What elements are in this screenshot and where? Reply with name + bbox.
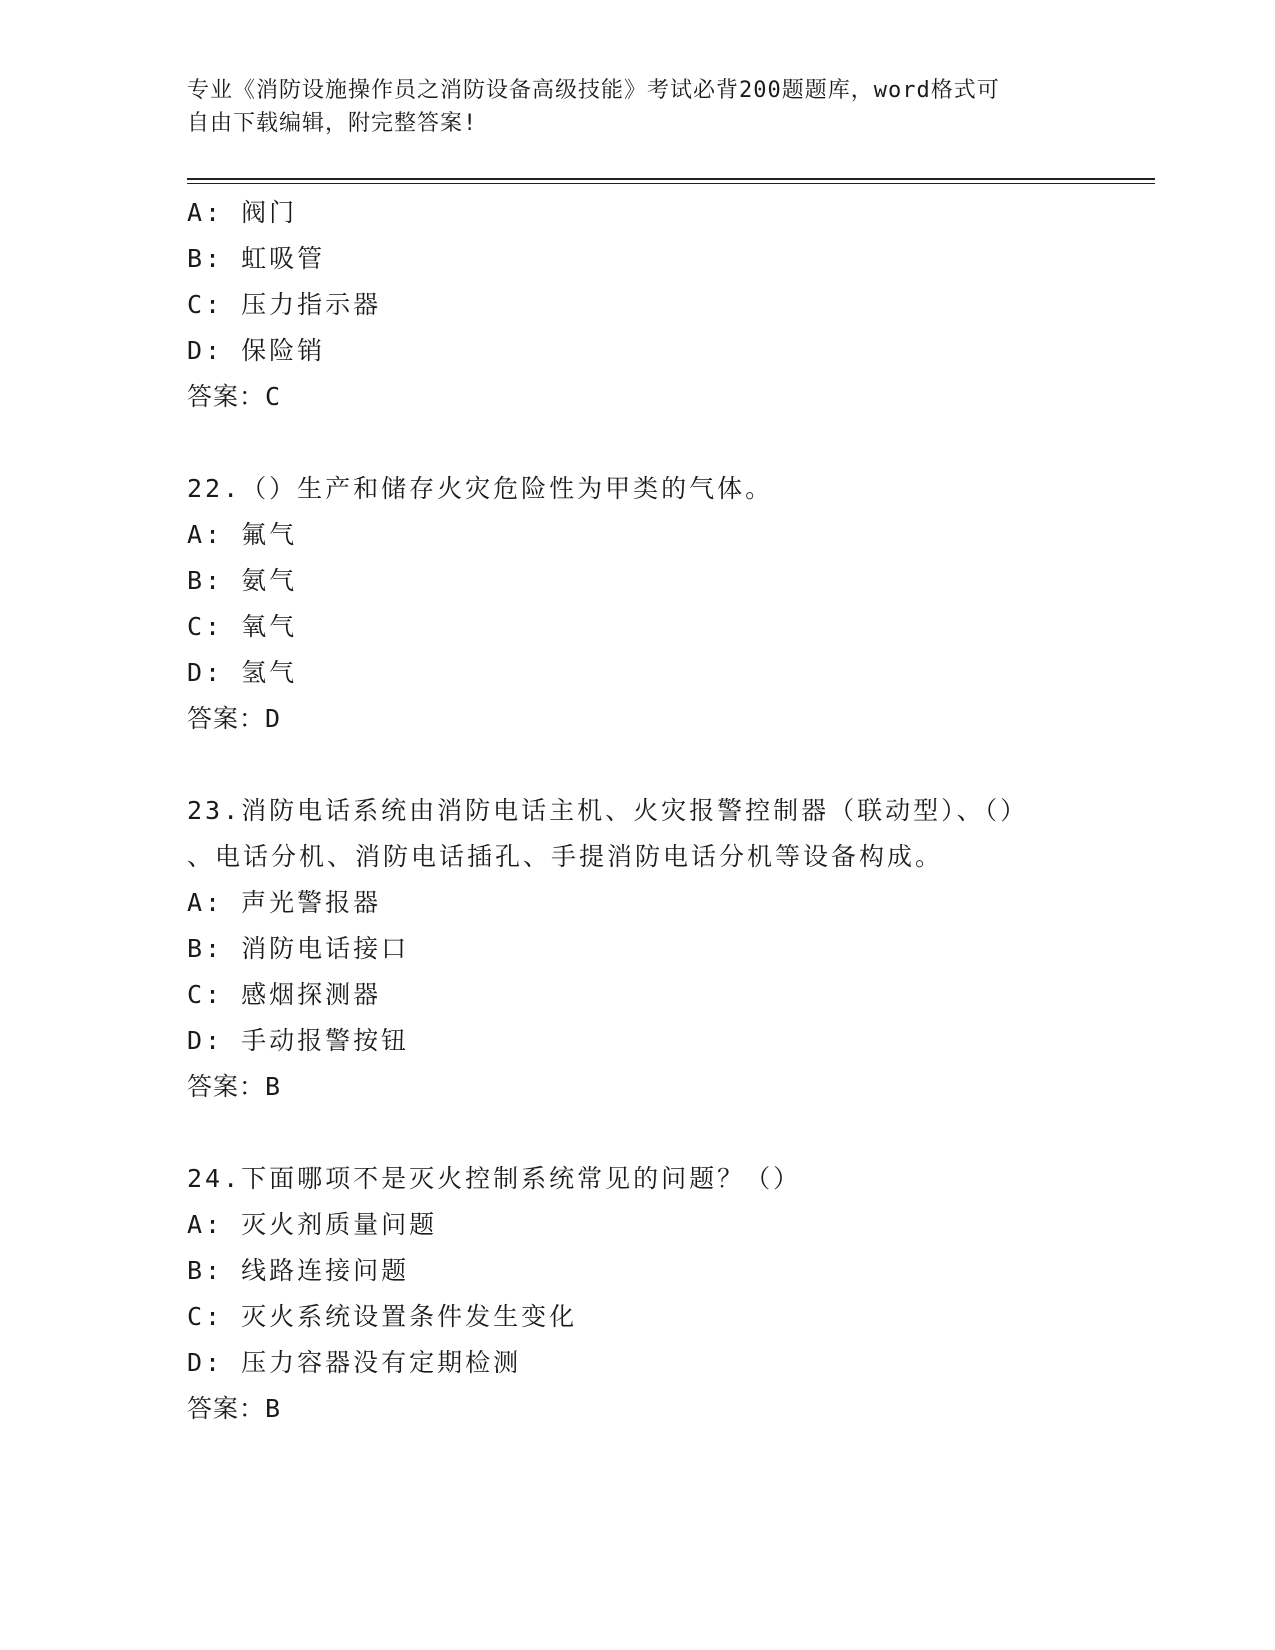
option-d: D: 手动报警按钮 [187, 1026, 410, 1055]
header-line-2: 自由下载编辑，附完整答案! [187, 111, 478, 136]
spacer [187, 420, 1087, 466]
question-24 [187, 1156, 1087, 1432]
option-c: C: 灭火系统设置条件发生变化 [187, 1302, 578, 1331]
option-b: B: 线路连接问题 [187, 1256, 410, 1285]
option-b: B: 虹吸管 [187, 244, 326, 273]
option-b: B: 消防电话接口 [187, 934, 410, 963]
option-c: C: 压力指示器 [187, 290, 382, 319]
option-d: D: 保险销 [187, 336, 326, 365]
question-text: 22.（）生产和储存火灾危险性为甲类的气体。 [187, 474, 774, 503]
question-text-line-2: 、电话分机、消防电话插孔、手提消防电话分机等设备构成。 [187, 842, 944, 871]
spacer [187, 742, 1087, 788]
option-a: A: 阀门 [187, 198, 298, 227]
option-a: A: 声光警报器 [187, 888, 382, 917]
answer: 答案：B [187, 1072, 282, 1101]
document-header [187, 74, 1067, 140]
header-divider-thick [187, 178, 1155, 180]
answer: 答案：D [187, 704, 282, 733]
question-list [187, 190, 1087, 1432]
option-d: D: 压力容器没有定期检测 [187, 1348, 522, 1377]
option-c: C: 氧气 [187, 612, 298, 641]
option-a: A: 氟气 [187, 520, 298, 549]
question-23 [187, 788, 1087, 1110]
question-text: 24.下面哪项不是灭火控制系统常见的问题？（） [187, 1164, 802, 1193]
answer: 答案：C [187, 382, 282, 411]
option-c: C: 感烟探测器 [187, 980, 382, 1009]
option-b: B: 氨气 [187, 566, 298, 595]
option-d: D: 氢气 [187, 658, 298, 687]
header-line-1: 专业《消防设施操作员之消防设备高级技能》考试必背200题题库，word格式可 [187, 78, 1000, 103]
answer: 答案：B [187, 1394, 282, 1423]
question-21 [187, 190, 1087, 420]
option-a: A: 灭火剂质量问题 [187, 1210, 438, 1239]
spacer [187, 1110, 1087, 1156]
header-divider-thin [187, 183, 1155, 184]
question-22 [187, 466, 1087, 742]
question-text-line-1: 23.消防电话系统由消防电话主机、火灾报警控制器（联动型）、（） [187, 796, 1029, 825]
